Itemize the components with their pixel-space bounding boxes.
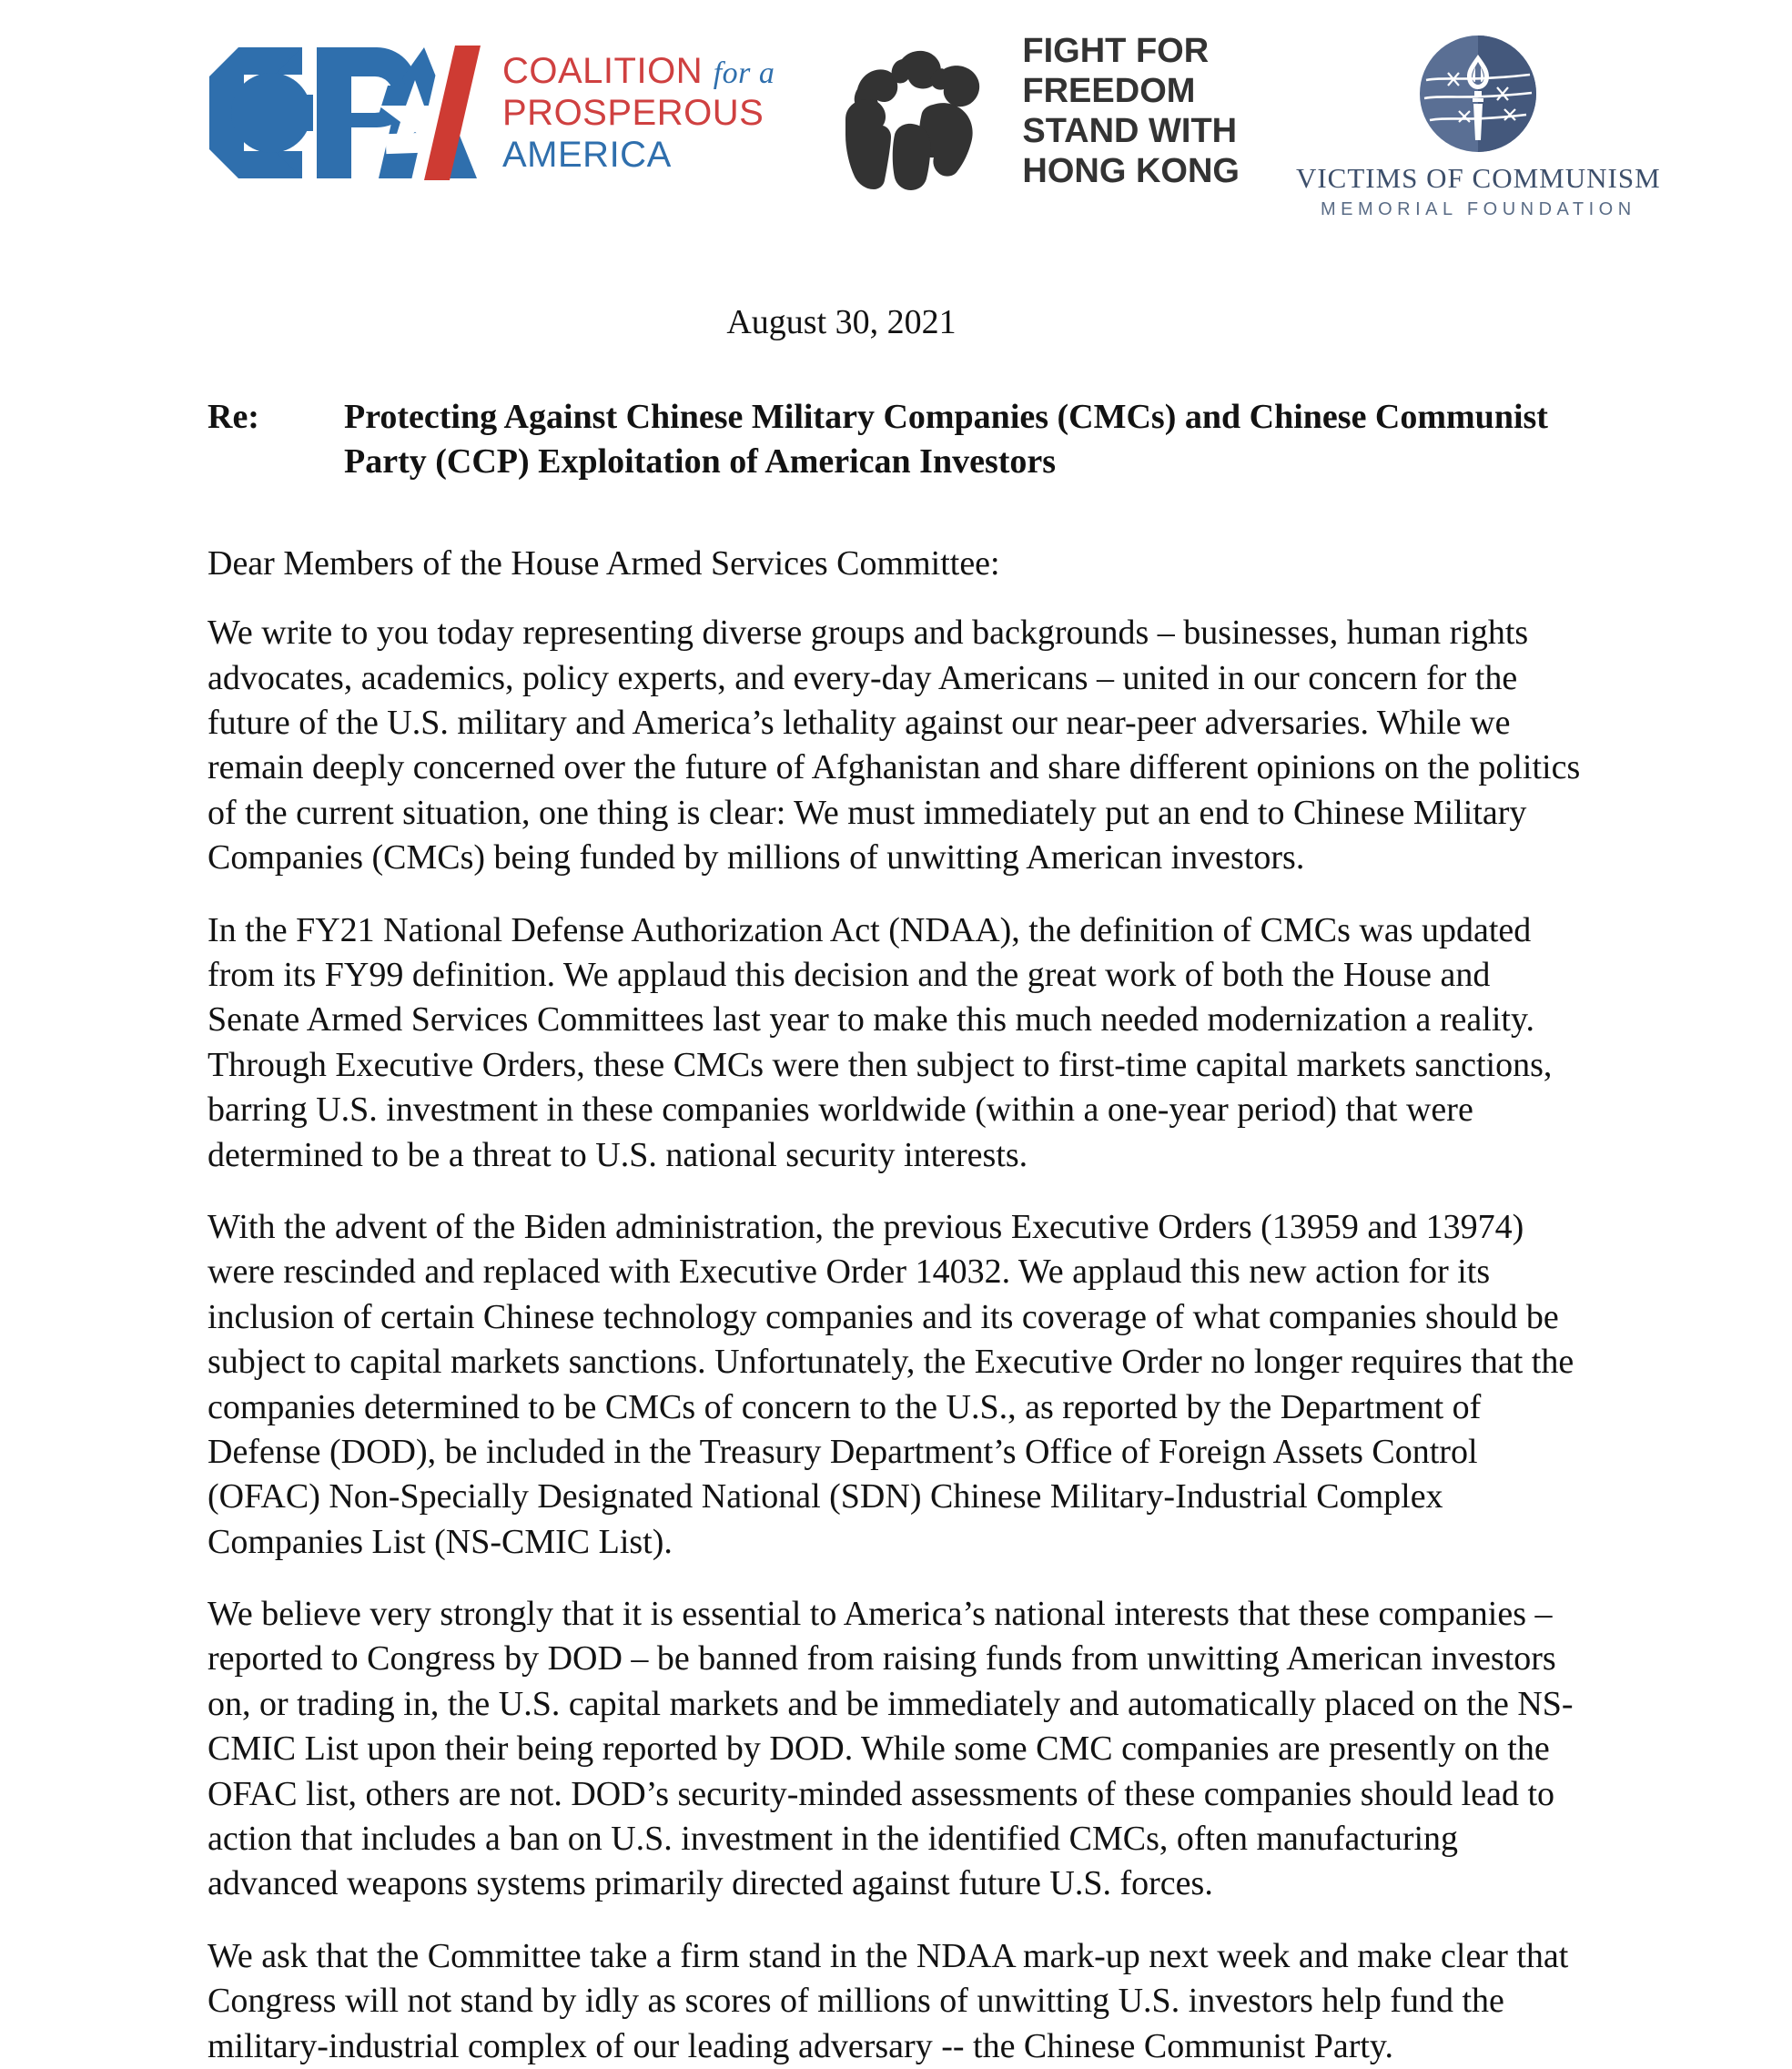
cpa-monogram-icon [208,44,481,182]
body-paragraph-2: In the FY21 National Defense Authorization Act (NDAA), the definition of CMCs was updated from its FY99 definition. We applaud this decision and the great work of both the House and Senate Armed Services Committees last year to make this much needed modernization a reality. Through Executive Orders, these CMCs were then subject to first-time capital markets sanctions, barring U.S. investment in these companies worldwide (within a one-year period) that were determined to be a threat to U.S. national security interests. [208,910,1553,1174]
logo-header-band [0,0,1792,228]
hk-wordmark-line-1: FIGHT FOR [1022,32,1210,70]
hk-wordmark-line-3: STAND WITH [1022,112,1238,151]
cpa-wordmark-line-2: PROSPEROUS [502,93,764,133]
voc-wordmark-subtitle: MEMORIAL FOUNDATION [1320,199,1636,219]
salutation: Dear Members of the House Armed Services Committee: [208,544,1000,583]
body-paragraph-3: With the advent of the Biden administration, the previous Executive Orders (13959 and 13974) were rescinded and replaced with Executive Order 14032. We applaud this new action for its inclusion of certain Chinese technology companies and its coverage of what companies should be subject to capital markets sanctions. Unfortunately, the Executive Order no longer requires that the companies determined to be CMCs of concern to the U.S., as reported by the Department of Defense (DOD), be included in the Treasury Department’s Office of Foreign Assets Control (OFAC) Non-Specially Designated National (SDN) Chinese Military-Industrial Complex Companies List (NS-CMIC List). [208,1207,1574,1561]
hk-wordmark-line-4: HONG KONG [1022,152,1240,191]
re-subject-text: Protecting Against Chinese Military Companies (CMCs) and Chinese Communist Party (CCP) Exploitation of American Investors [344,398,1548,481]
re-label: Re: [208,398,259,436]
cpa-wordmark-line-1: COALITION [502,51,704,91]
hong-kong-wordmark [1022,31,1240,191]
victims-of-communism-logo [1296,35,1661,220]
voc-wordmark-name: VICTIMS OF COMMUNISM [1295,162,1661,194]
fight-for-freedom-hong-kong-logo [829,31,1240,191]
raised-fist-icon [829,32,993,191]
cpa-wordmark-for-a: for a [713,56,775,90]
body-paragraph-1: We write to you today representing diverse groups and backgrounds – businesses, human rights advocates, academics, policy experts, and every-day Americans – united in our concern for the future of the U.S. military and America’s lethality against our near-peer adversaries. While we remain deeply concerned over the future of Afghanistan and share different opinions on the politics of the current situation, one thing is clear: We must immediately put an end to Chinese Military Companies (CMCs) being funded by millions of unwitting American investors. [208,614,1581,877]
torch-barbed-wire-icon [1419,35,1537,153]
body-paragraph-4: We believe very strongly that it is essential to America’s national interests that these companies – reported to Congress by DOD – be banned from raising funds from unwitting American investors on, or trading in, the U.S. capital markets and be immediately and automatically placed on the NS-CMIC List upon their being reported by DOD. While some CMC companies are presently on the OFAC list, others are not. DOD’s security-minded assessments of these companies should lead to action that includes a ban on U.S. investment in the identified CMCs, often manufacturing advanced weapons systems primarily directed against future U.S. forces. [208,1595,1574,1903]
coalition-for-prosperous-america-logo [208,44,775,182]
letter-date: August 30, 2021 [726,303,957,341]
re-subject-line [208,395,1584,483]
hk-wordmark-line-2: FREEDOM [1022,72,1196,111]
cpa-wordmark-line-3: AMERICA [502,135,672,175]
letter-body [0,302,1792,2069]
body-paragraph-5: We ask that the Committee take a firm stand in the NDAA mark-up next week and make clear that Congress will not stand by idly as scores of millions of unwitting U.S. investors help fund the military-industrial complex of our leading adversary -- the Chinese Communist Party. [208,1936,1569,2065]
cpa-wordmark [502,53,775,173]
